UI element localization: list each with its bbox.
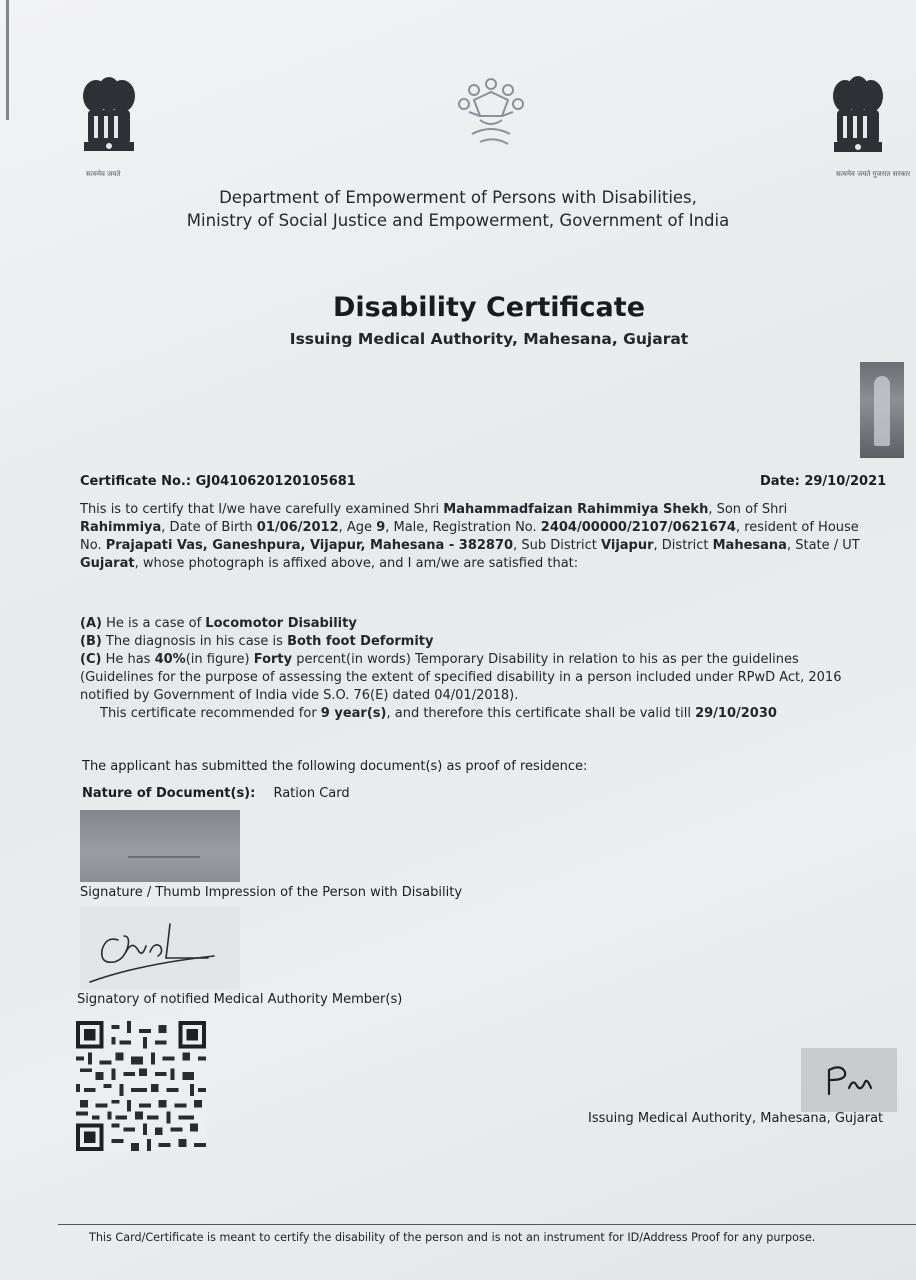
finding-c-text: (in figure)	[185, 652, 254, 667]
applicant-name: Mahammadfaizan Rahimmiya Shekh	[443, 502, 709, 517]
accessible-india-logo	[444, 72, 538, 158]
issuing-authority-label: Issuing Medical Authority, Mahesana, Gujarat	[588, 1111, 884, 1126]
authority-signatory-label: Signatory of notified Medical Authority Member(s)	[77, 992, 403, 1007]
residence-proof-intro: The applicant has submitted the following document(s) as proof of residence:	[82, 759, 588, 774]
finding-c-text: He has	[101, 652, 155, 667]
emblem-left-caption: सत्यमेव जयते	[86, 170, 121, 178]
guidelines-line-1: (Guidelines for the purpose of assessing the extent of specified disability in a person included under RPwD Act, 2016	[80, 670, 842, 685]
finding-a-label: (A)	[80, 616, 102, 631]
registration-number: 2404/00000/2107/0621674	[540, 520, 736, 535]
state: Gujarat	[80, 556, 135, 571]
person-signature-label: Signature / Thumb Impression of the Person with Disability	[80, 885, 463, 900]
certificate-subtitle: Issuing Medical Authority, Mahesana, Gujarat	[289, 330, 689, 348]
body-text: This is to certify that I/we have carefully examined Shri	[80, 502, 444, 517]
body-text: No.	[80, 538, 106, 553]
certificate-date-label: Date:	[760, 474, 800, 489]
footer-divider	[58, 1224, 916, 1225]
department-line-1: Department of Empowerment of Persons with Disabilities,	[219, 188, 697, 207]
body-text: , Date of Birth	[161, 520, 257, 535]
body-text: , resident of House	[735, 520, 859, 535]
age: 9	[376, 520, 386, 535]
qr-code	[75, 1021, 207, 1151]
nature-of-document	[82, 786, 350, 801]
disability-percent: 40%	[154, 652, 186, 667]
gujarat-emblem-right	[826, 72, 911, 184]
finding-c-label: (C)	[80, 652, 102, 667]
validity-years: 9 year(s)	[320, 706, 387, 721]
certificate-date-value: 29/10/2021	[804, 474, 887, 489]
issuing-authority-signature	[801, 1048, 897, 1112]
certificate-title: Disability Certificate	[332, 292, 646, 323]
certificate-date	[760, 474, 886, 489]
valid-till-date: 29/10/2030	[695, 706, 777, 721]
date-of-birth: 01/06/2012	[256, 520, 339, 535]
national-emblem-left	[76, 74, 142, 178]
recommendation-text: This certificate recommended for	[100, 706, 321, 721]
thumb-impression-box	[80, 810, 240, 882]
guidelines-line-2: notified by Government of India vide S.O. 76(E) dated 04/01/2018).	[80, 688, 519, 703]
finding-a-text: He is a case of	[101, 616, 206, 631]
department-line-2: Ministry of Social Justice and Empowerment, Government of India	[186, 211, 730, 230]
certificate-number-label: Certificate No.:	[80, 474, 192, 489]
body-text: , Male, Registration No.	[385, 520, 541, 535]
finding-c-text: percent(in words) Temporary Disability in relation to his as per the guidelines	[292, 652, 799, 667]
emblem-right-caption: सत्यमेव जयते गुजरात सरकार	[836, 170, 911, 178]
page-edge-mark	[6, 0, 9, 120]
medical-authority-signature	[80, 906, 240, 990]
applicant-photo	[860, 362, 904, 458]
nature-of-document-value: Ration Card	[273, 786, 350, 801]
body-text: , District	[653, 538, 713, 553]
address: Prajapati Vas, Ganeshpura, Vijapur, Mahesana - 382870	[105, 538, 514, 553]
body-text: , State / UT	[786, 538, 860, 553]
diagnosis: Both foot Deformity	[287, 634, 434, 649]
body-text: , Son of Shri	[708, 502, 788, 517]
district: Mahesana	[712, 538, 787, 553]
finding-b-text: The diagnosis in his case is	[101, 634, 288, 649]
certification-paragraph	[80, 501, 900, 573]
body-text: , Sub District	[513, 538, 602, 553]
certificate-number	[80, 474, 356, 489]
nature-of-document-label: Nature of Document(s):	[82, 786, 256, 801]
sub-district: Vijapur	[601, 538, 654, 553]
disability-percent-words: Forty	[253, 652, 293, 667]
body-text: , whose photograph is affixed above, and I am/we are satisfied that:	[134, 556, 579, 571]
recommendation-text: , and therefore this certificate shall be valid till	[386, 706, 696, 721]
certificate-number-value: GJ0410620120105681	[195, 474, 356, 489]
finding-b-label: (B)	[80, 634, 102, 649]
footer-disclaimer: This Card/Certificate is meant to certify the disability of the person and is not an instrument for ID/Address Proof for any purpose.	[89, 1231, 816, 1244]
father-name: Rahimmiya	[80, 520, 162, 535]
body-text: , Age	[338, 520, 377, 535]
disability-type: Locomotor Disability	[205, 616, 357, 631]
findings-list	[80, 615, 900, 723]
